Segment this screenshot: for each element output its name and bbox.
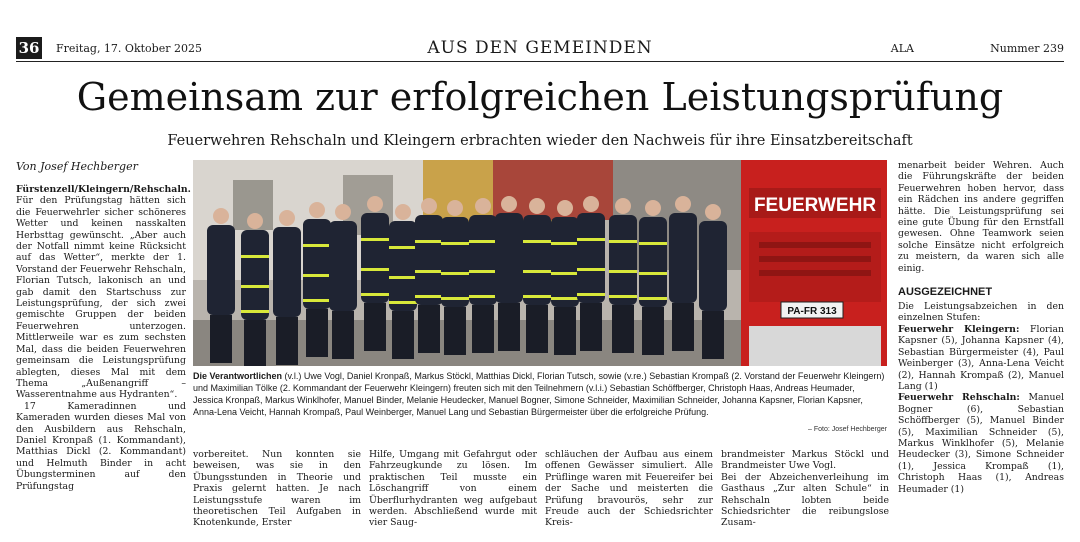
firefighter-figure: [207, 208, 235, 363]
paragraph: menarbeit beider Wehren. Auch die Führungskräfte der beiden Feuerwehren hoben hervor, dass ein Rädchen ins andere gegriffen hätte. Die Leistungsprüfung sei eine gute Übung für den Ernstfall gewesen. Ohne Teamwork seien solche Einsätze nicht erfolgreich zu meistern, da waren sich alle einig.: [898, 160, 1064, 274]
firefighter-figure: [441, 200, 469, 355]
article-column-3: [369, 449, 537, 529]
awards-rehschaln: [898, 392, 1064, 495]
lead-paragraph: [16, 184, 191, 401]
firefighter-figure: [329, 204, 357, 359]
license-plate: PA-FR 313: [787, 306, 837, 317]
awards-label: Feuerwehr Rehschaln:: [898, 392, 1020, 404]
truck-lettering: FEUERWEHR: [753, 195, 877, 216]
photo-caption: [193, 370, 887, 418]
header-rule: [16, 61, 1064, 62]
section-title: AUS DEN GEMEINDEN: [427, 38, 653, 58]
page-header: [16, 37, 1064, 59]
firefighter-figure: [609, 198, 637, 353]
article-photo: [193, 160, 887, 366]
paragraph: vorbereitet. Nun konnten sie beweisen, was sie in den Übungsstunden in Theorie und Praxis gelernt hatten. Je nach Leistungsstufe waren im theoretischen Teil Aufgaben in Knotenkunde, Erster: [193, 449, 361, 529]
paragraph: 17 Kameradinnen und Kameraden wurden dieses Mal von den Ausbildern aus Rehschaln, Daniel Kronpaß (1. Kommandant), Matthias Dickl (2. Kommandant) und Helmuth Binder in acht Übungsterminen auf den Prüfungstag: [16, 400, 186, 492]
firefighter-figure: [303, 202, 331, 357]
firefighter-figure: [577, 196, 605, 351]
firefighter-figure: [415, 198, 443, 353]
paragraph-text: Für den Prüfungstag hätten sich die Feuerwehrler sicher schöneres Wetter und keinen nasskalten Herbsttag gewünscht. „Aber auch der Notfall nimmt keine Rücksicht auf das Wetter“, merkte der 1. Vorstand der Feuerwehr Rehschaln, Florian Tutsch, lakonisch an und gab damit den Startschuss zur Leistungsprüfung, der sich zwei gemischte Gruppen der beiden Feuerwehren unterzogen. Mittlerweile war es zum sechsten Mal, dass die beiden Feuerwehren gemeinsam die Leistungsprüfung ablegten, dieses Mal mit dem Thema „Außenangriff – Wasserentnahme aus Hydranten“.: [16, 195, 186, 401]
article-headline: Gemeinsam zur erfolgreichen Leistungsprüfung: [76, 75, 1004, 119]
awards-list: Manuel Bogner (6), Sebastian Schöffberger (5), Manuel Binder (5), Maximilian Schneider (5), Markus Winklhofer (5), Melanie Heudecker (3), Simone Schneider (1), Jessica Krompaß (1), Christoph Haas (1), Andreas Heumader (1): [898, 392, 1064, 495]
firefighter-figure: [551, 200, 579, 355]
paragraph: Hilfe, Umgang mit Gefahrgut oder Fahrzeugkunde zu lösen. Im praktischen Teil musste ein Löschangriff von einem Überflurhydranten weg aufgebaut werden. Abschließend wurde mit vier Saug-: [369, 449, 537, 529]
caption-label: Die Verantwortlichen: [193, 371, 283, 381]
firefighter-figure: [361, 196, 389, 351]
article-column-5: [721, 449, 889, 529]
issue-date: Freitag, 17. Oktober 2025: [56, 42, 202, 55]
firefighter-figure: [639, 200, 667, 355]
page-number: 36: [16, 37, 42, 59]
article-column-6: [898, 160, 1064, 495]
dateline: Fürstenzell/Kleingern/Rehschaln.: [16, 184, 191, 195]
paragraph: Die Leistungsabzeichen in den einzelnen Stufen:: [898, 301, 1064, 324]
awards-list: Florian Kapsner (5), Johanna Kapsner (4), Sebastian Bürgermeister (4), Paul Weinberger (3), Anna-Lena Veicht (2), Hannah Krompaß (2), Manuel Lang (1): [898, 323, 1064, 392]
firefighter-figure: [495, 196, 523, 351]
photo-credit: – Foto: Josef Hechberger: [808, 426, 887, 433]
firefighter-figure: [669, 196, 697, 351]
firefighter-figure: [699, 204, 727, 359]
fire-truck: [741, 160, 887, 366]
article-column-2: [193, 449, 361, 529]
firefighter-figure: [273, 210, 301, 365]
paragraph: schläuchen der Aufbau aus einem offenen Gewässer simuliert. Alle Prüflinge waren mit Feuereifer bei der Sache und meisterten die Prüfung bravourös, sehr zur Freude auch der Schiedsrichter Kreis-: [545, 449, 713, 529]
edition-label: ALA: [890, 42, 914, 55]
article-subheadline: Feuerwehren Rehschaln und Kleingern erbrachten wieder den Nachweis für ihre Einsatzbereitschaft: [167, 133, 913, 149]
firefighter-figure: [469, 198, 497, 353]
section-heading: AUSGEZEICHNET: [898, 286, 993, 299]
firefighter-figure: [389, 204, 417, 359]
paragraph: brandmeister Markus Stöckl und Brandmeister Uwe Vogl. Bei der Abzeichenverleihung im Gasthaus „Zur alten Schule“ in Rehschaln lobten beide Schiedsrichter die reibungslose Zusam-: [721, 449, 889, 529]
issue-number: Nummer 239: [990, 42, 1064, 55]
caption-text: (v.l.) Uwe Vogl, Daniel Kronpaß, Markus Stöckl, Matthias Dickl, Florian Tutsch, sowie (v.re.) Sebastian Krompaß (2. Vorstand der Feuerwehr Kleingern) und Maximilian Tölke (2. Kommandant der Feuerwehr Kleingern) freuten sich mit den Teilnehmern (v.l.i.) Sebastian Schöffberger, Christoph Haas, Andreas Heumader, Jessica Kronpaß, Markus Winklhofer, Manuel Binder, Melanie Heudecker, Manuel Bogner, Simone Schneider, Maximilian Schneider, Johanna Kapsner, Florian Kapsner, Anna-Lena Veicht, Hannah Krompaß, Paul Weinberger, Manuel Lang und Sebastian Bürgermeister über die erfolgreiche Prüfung.: [193, 371, 885, 417]
awards-kleingern: [898, 324, 1064, 392]
article-column-1: [16, 184, 191, 492]
article-column-4: [545, 449, 713, 529]
awards-label: Feuerwehr Kleingern:: [898, 323, 1020, 335]
firefighter-figure: [523, 198, 551, 353]
firefighter-figure: [241, 213, 269, 366]
article-byline: Von Josef Hechberger: [16, 160, 138, 173]
